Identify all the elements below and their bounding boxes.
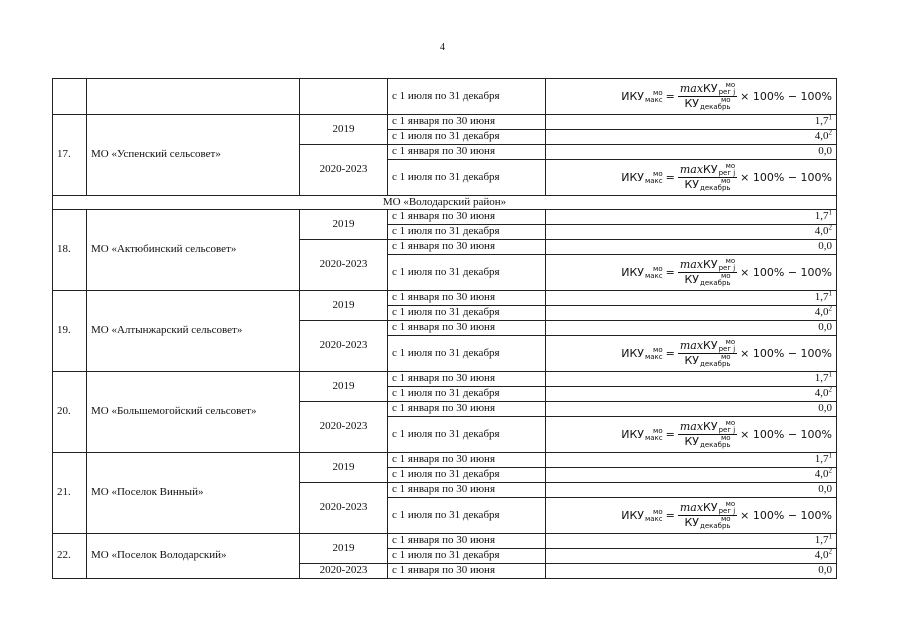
district-header <box>53 196 837 210</box>
formula-fraction: maxКУ мо рег j КУ мо декабрь <box>679 500 736 530</box>
value-text: 0,0 <box>818 240 832 253</box>
period-cell <box>388 225 546 240</box>
year-text: 2020-2023 <box>319 258 368 271</box>
entry-number-text: 19. <box>57 324 71 337</box>
period-text: с 1 июля по 31 декабря <box>392 508 500 521</box>
value-cell <box>546 387 837 402</box>
period-cell <box>388 564 546 579</box>
period-cell <box>388 336 546 372</box>
period-text: с 1 июля по 31 декабря <box>392 130 500 143</box>
period-cell <box>388 402 546 417</box>
formula: ИКУ мо макс = maxКУ мо рег j КУ мо декабрь × 100% − 100% <box>621 338 832 368</box>
year-text: 2020-2023 <box>319 501 368 514</box>
period-text: с 1 июля по 31 декабря <box>392 306 500 319</box>
entry-name <box>87 453 300 534</box>
period-cell <box>388 321 546 336</box>
year-text: 2019 <box>332 122 355 135</box>
formula-tail: × 100% − 100% <box>740 346 832 360</box>
entry-name <box>87 291 300 372</box>
year-cell <box>300 115 388 145</box>
formula-fraction: maxКУ мо рег j КУ мо декабрь <box>679 419 736 449</box>
value-text: 1,7 <box>814 210 829 223</box>
formula-lhs: ИКУ <box>621 170 644 184</box>
period-cell <box>388 255 546 291</box>
footnote-mark: 1 <box>828 113 832 122</box>
value-cell <box>546 160 837 196</box>
value-cell <box>546 483 837 498</box>
year-text: 2020-2023 <box>319 420 368 433</box>
period-cell <box>388 306 546 321</box>
value-text: 1,7 <box>814 291 829 304</box>
formula-tail: × 100% − 100% <box>740 265 832 279</box>
value-cell <box>546 321 837 336</box>
entry-name <box>87 210 300 291</box>
period-cell <box>388 498 546 534</box>
formula-equals: = <box>665 346 675 360</box>
period-cell <box>388 240 546 255</box>
period-text: с 1 июля по 31 декабря <box>392 265 500 278</box>
period-text: с 1 января по 30 июня <box>392 210 496 223</box>
footnote-mark: 1 <box>828 451 832 460</box>
year-text: 2019 <box>332 460 355 473</box>
footnote-mark: 2 <box>828 385 832 394</box>
year-cell <box>300 240 388 291</box>
entry-name <box>87 115 300 196</box>
value-cell <box>546 130 837 145</box>
period-cell <box>388 145 546 160</box>
year-cell <box>300 402 388 453</box>
formula-equals: = <box>665 89 675 103</box>
period-text: с 1 января по 30 июня <box>392 321 496 334</box>
value-cell <box>546 115 837 130</box>
period-cell <box>388 291 546 306</box>
year-cell <box>300 534 388 564</box>
footnote-mark: 2 <box>828 223 832 232</box>
period-text: с 1 января по 30 июня <box>392 453 496 466</box>
period-text: с 1 июля по 31 декабря <box>392 468 500 481</box>
period-text: с 1 января по 30 июня <box>392 115 496 128</box>
year-cell <box>300 564 388 579</box>
entry-number-text: 18. <box>57 243 71 256</box>
period-cell <box>388 549 546 564</box>
table-row <box>53 453 837 468</box>
value-text: 4,0 <box>814 387 829 400</box>
formula-fraction: maxКУ мо рег j КУ мо декабрь <box>679 81 736 111</box>
period-text: с 1 января по 30 июня <box>392 402 496 415</box>
year-text: 2020-2023 <box>319 163 368 176</box>
value-cell <box>546 417 837 453</box>
period-text: с 1 января по 30 июня <box>392 564 496 577</box>
formula-lhs: ИКУ <box>621 265 644 279</box>
formula-tail: × 100% − 100% <box>740 89 832 103</box>
value-cell <box>546 453 837 468</box>
value-text: 0,0 <box>818 402 832 415</box>
value-cell <box>546 498 837 534</box>
value-text: 4,0 <box>814 549 829 562</box>
year-cell <box>300 372 388 402</box>
district-title: МО «Володарский район» <box>382 195 507 208</box>
year-cell <box>300 453 388 483</box>
year-text: 2020-2023 <box>319 564 368 577</box>
entry-name <box>87 372 300 453</box>
value-cell <box>546 564 837 579</box>
value-cell <box>546 336 837 372</box>
entry-number <box>53 453 87 534</box>
period-cell <box>388 160 546 196</box>
entry-name-text: МО «Актюбинский сельсовет» <box>91 243 237 256</box>
value-cell <box>546 306 837 321</box>
formula-lhs: ИКУ <box>621 346 644 360</box>
entry-number-text: 17. <box>57 148 71 161</box>
table-row <box>53 115 837 130</box>
period-cell <box>388 468 546 483</box>
formula-equals: = <box>665 427 675 441</box>
coefficients-table <box>52 78 837 579</box>
value-cell <box>546 291 837 306</box>
formula-fraction: maxКУ мо рег j КУ мо декабрь <box>679 338 736 368</box>
period-text: с 1 июля по 31 декабря <box>392 346 500 359</box>
formula: ИКУ мо макс = maxКУ мо рег j КУ мо декабрь × 100% − 100% <box>621 81 832 111</box>
value-text: 1,7 <box>814 453 829 466</box>
entry-name-text: МО «Поселок Володарский» <box>91 549 227 562</box>
formula-fraction: maxКУ мо рег j КУ мо декабрь <box>679 257 736 287</box>
formula: ИКУ мо макс = maxКУ мо рег j КУ мо декабрь × 100% − 100% <box>621 257 832 287</box>
footnote-mark: 1 <box>828 289 832 298</box>
value-text: 4,0 <box>814 225 829 238</box>
period-cell <box>388 115 546 130</box>
period-text: с 1 июля по 31 декабря <box>392 89 500 102</box>
entry-number-text: 20. <box>57 405 71 418</box>
period-text: с 1 января по 30 июня <box>392 534 496 547</box>
year-cell <box>300 145 388 196</box>
formula-equals: = <box>665 508 675 522</box>
footnote-mark: 1 <box>828 370 832 379</box>
period-text: с 1 июля по 31 декабря <box>392 427 500 440</box>
table-row <box>53 196 837 210</box>
footnote-mark: 2 <box>828 547 832 556</box>
value-text: 0,0 <box>818 564 832 577</box>
period-text: с 1 января по 30 июня <box>392 291 496 304</box>
value-text: 4,0 <box>814 130 829 143</box>
formula-lhs: ИКУ <box>621 427 644 441</box>
year-cell <box>300 79 388 115</box>
year-text: 2019 <box>332 541 355 554</box>
value-cell <box>546 210 837 225</box>
formula-equals: = <box>665 265 675 279</box>
formula-lhs: ИКУ <box>621 89 644 103</box>
period-cell <box>388 534 546 549</box>
value-text: 1,7 <box>814 372 829 385</box>
table-row <box>53 291 837 306</box>
value-cell <box>546 145 837 160</box>
entry-number <box>53 291 87 372</box>
footnote-mark: 2 <box>828 466 832 475</box>
entry-number <box>53 372 87 453</box>
entry-name-text: МО «Поселок Винный» <box>91 486 204 499</box>
entry-name <box>87 534 300 579</box>
name-cell <box>87 79 300 115</box>
value-cell <box>546 372 837 387</box>
period-text: с 1 июля по 31 декабря <box>392 387 500 400</box>
period-text: с 1 января по 30 июня <box>392 372 496 385</box>
formula: ИКУ мо макс = maxКУ мо рег j КУ мо декабрь × 100% − 100% <box>621 419 832 449</box>
period-cell <box>388 483 546 498</box>
year-cell <box>300 210 388 240</box>
period-cell <box>388 387 546 402</box>
period-cell <box>388 417 546 453</box>
entry-name-text: МО «Успенский сельсовет» <box>91 148 221 161</box>
table-row <box>53 210 837 225</box>
table-row <box>53 79 837 115</box>
value-text: 0,0 <box>818 483 832 496</box>
value-text: 4,0 <box>814 306 829 319</box>
period-text: с 1 января по 30 июня <box>392 240 496 253</box>
formula: ИКУ мо макс = maxКУ мо рег j КУ мо декабрь × 100% − 100% <box>621 500 832 530</box>
page-number: 4 <box>440 42 445 53</box>
year-text: 2020-2023 <box>319 339 368 352</box>
period-text: с 1 июля по 31 декабря <box>392 549 500 562</box>
period-text: с 1 января по 30 июня <box>392 145 496 158</box>
entry-name-text: МО «Алтынжарский сельсовет» <box>91 324 243 337</box>
entry-number <box>53 210 87 291</box>
table-row <box>53 534 837 549</box>
entry-number <box>53 115 87 196</box>
table-row <box>53 372 837 387</box>
formula: ИКУ мо макс = maxКУ мо рег j КУ мо декабрь × 100% − 100% <box>621 162 832 192</box>
formula-lhs: ИКУ <box>621 508 644 522</box>
period-cell <box>388 372 546 387</box>
value-cell <box>546 468 837 483</box>
value-cell <box>546 534 837 549</box>
footnote-mark: 1 <box>828 208 832 217</box>
num-cell <box>53 79 87 115</box>
year-text: 2019 <box>332 217 355 230</box>
entry-number-text: 21. <box>57 486 71 499</box>
year-cell <box>300 321 388 372</box>
year-text: 2019 <box>332 298 355 311</box>
period-text: с 1 июля по 31 декабря <box>392 170 500 183</box>
period-cell <box>388 79 546 115</box>
value-text: 0,0 <box>818 321 832 334</box>
year-text: 2019 <box>332 379 355 392</box>
value-text: 4,0 <box>814 468 829 481</box>
value-text: 1,7 <box>814 534 829 547</box>
value-text: 1,7 <box>814 115 829 128</box>
year-cell <box>300 291 388 321</box>
footnote-mark: 1 <box>828 532 832 541</box>
footnote-mark: 2 <box>828 128 832 137</box>
formula-fraction: maxКУ мо рег j КУ мо декабрь <box>679 162 736 192</box>
value-cell <box>546 549 837 564</box>
entry-number-text: 22. <box>57 549 71 562</box>
year-cell <box>300 483 388 534</box>
period-cell <box>388 453 546 468</box>
formula-tail: × 100% − 100% <box>740 170 832 184</box>
footnote-mark: 2 <box>828 304 832 313</box>
value-text: 0,0 <box>818 145 832 158</box>
period-cell <box>388 130 546 145</box>
value-cell <box>546 255 837 291</box>
value-cell <box>546 225 837 240</box>
period-cell <box>388 210 546 225</box>
period-text: с 1 июля по 31 декабря <box>392 225 500 238</box>
value-cell <box>546 79 837 115</box>
formula-equals: = <box>665 170 675 184</box>
entry-name-text: МО «Большемогойский сельсовет» <box>91 405 257 418</box>
entry-number <box>53 534 87 579</box>
period-text: с 1 января по 30 июня <box>392 483 496 496</box>
value-cell <box>546 402 837 417</box>
formula-tail: × 100% − 100% <box>740 508 832 522</box>
value-cell <box>546 240 837 255</box>
formula-tail: × 100% − 100% <box>740 427 832 441</box>
